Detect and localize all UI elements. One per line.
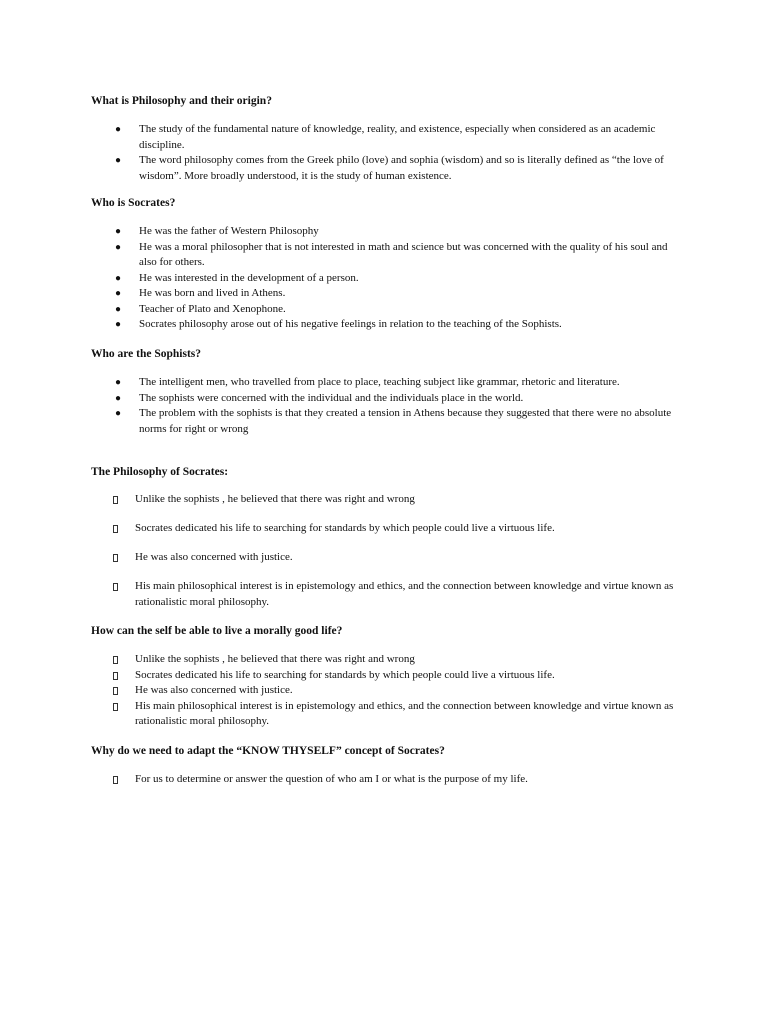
list-item: Unlike the sophists , he believed that there was right and wrong: [0, 492, 684, 508]
square-bullet-icon: [113, 776, 118, 784]
list-item: He was also concerned with justice.: [0, 683, 684, 699]
bullet-dot-icon: ●: [114, 408, 122, 419]
section-heading-who-are-sophists: Who are the Sophists?: [91, 348, 202, 360]
list-item: ● The word philosophy comes from the Greek philo (love) and sophia (wisdom) and so is literally defined as “the love of wisdom”. More broadly understood, it is the study of human existence.: [114, 154, 664, 182]
bullet-dot-icon: ●: [114, 241, 122, 253]
list-item: ● He was interested in the development of a person.: [0, 271, 684, 287]
square-bullet-icon: [113, 703, 118, 711]
list-item: He was also concerned with justice.: [0, 550, 684, 566]
list-item: His main philosophical interest is in epistemology and ethics, and the connection between knowledge and virtue known as rationalistic moral philosophy.: [0, 579, 684, 610]
bullet-dot-icon: ●: [114, 124, 122, 135]
list-item: ● The study of the fundamental nature of knowledge, reality, and existence, especially when considered as an academic discipline.: [114, 123, 656, 151]
section-heading-who-is-socrates: Who is Socrates?: [91, 197, 176, 209]
list-item: ● The sophists were concerned with the individual and the individuals place in the world.: [0, 391, 684, 407]
bullet-list-morally-good-life: [0, 652, 684, 730]
square-bullet-icon: [113, 656, 118, 664]
list-item: ● He was born and lived in Athens.: [0, 286, 684, 302]
bullet-dot-icon: ●: [114, 226, 122, 237]
bullet-dot-icon: ●: [114, 392, 122, 404]
list-item: Socrates dedicated his life to searching for standards by which people could live a virtuous life.: [0, 521, 684, 537]
list-item: Socrates dedicated his life to searching for standards by which people could live a virtuous life.: [0, 668, 684, 684]
bullet-dot-icon: ●: [114, 303, 122, 315]
list-item: Unlike the sophists , he believed that there was right and wrong: [0, 652, 684, 668]
list-item: ● The intelligent men, who travelled from place to place, teaching subject like grammar, rhetoric and literature.: [0, 375, 684, 391]
square-bullet-icon: [113, 496, 118, 504]
section-heading-philosophy-of-socrates: The Philosophy of Socrates:: [91, 466, 229, 478]
bullet-dot-icon: ●: [114, 377, 122, 388]
bullet-list-who-is-socrates: [0, 224, 684, 333]
square-bullet-icon: [113, 525, 118, 533]
list-item: ● He was the father of Western Philosophy: [0, 224, 684, 240]
bullet-list-philosophy-origin: [0, 122, 684, 184]
square-bullet-icon: [113, 554, 118, 562]
list-item: ● He was a moral philosopher that is not interested in math and science but was concerned with the quality of his soul and also for others.: [114, 240, 668, 268]
list-item: For us to determine or answer the question of who am I or what is the purpose of my life.: [0, 772, 684, 788]
bullet-list-know-thyself: [0, 772, 684, 788]
list-item: ● The problem with the sophists is that they created a tension in Athens because they suggested that there were no absolute norms for right or wrong: [114, 407, 672, 435]
bullet-dot-icon: ●: [114, 288, 122, 299]
bullet-dot-icon: ●: [114, 319, 122, 330]
bullet-dot-icon: ●: [114, 155, 122, 166]
section-heading-morally-good-life: How can the self be able to live a morally good life?: [91, 625, 343, 637]
list-item: ● Socrates philosophy arose out of his negative feelings in relation to the teaching of the Sophists.: [0, 317, 684, 333]
section-heading-philosophy-origin: What is Philosophy and their origin?: [91, 95, 272, 107]
square-bullet-icon: [113, 672, 118, 680]
square-bullet-icon: [113, 583, 118, 591]
list-item: ● Teacher of Plato and Xenophone.: [0, 302, 684, 318]
bullet-dot-icon: ●: [114, 272, 122, 284]
bullet-list-philosophy-of-socrates: [0, 492, 684, 610]
list-item: His main philosophical interest is in epistemology and ethics, and the connection between knowledge and virtue known as rationalistic moral philosophy.: [0, 699, 684, 730]
section-heading-know-thyself: Why do we need to adapt the “KNOW THYSELF” concept of Socrates?: [91, 745, 445, 757]
bullet-list-who-are-sophists: [0, 375, 684, 437]
square-bullet-icon: [113, 687, 118, 695]
